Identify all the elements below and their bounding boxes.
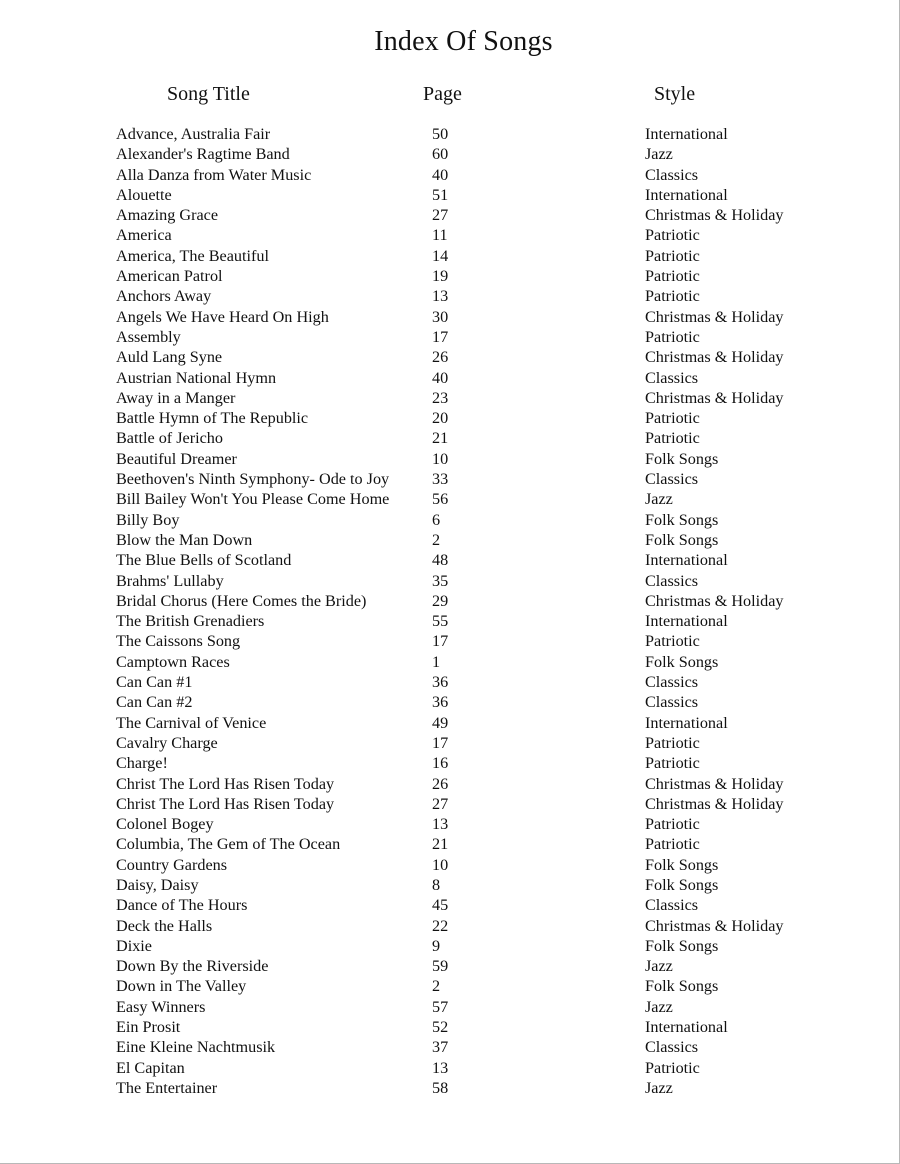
song-title: The Entertainer [116,1078,218,1097]
song-row [0,530,900,550]
song-title: Blow the Man Down [116,530,253,549]
song-style: Christmas & Holiday [645,794,784,813]
song-style: Classics [645,1038,699,1057]
song-page-number: 13 [432,1058,449,1077]
song-page-number: 29 [432,591,449,610]
song-style: International [645,713,728,732]
song-style: International [645,1018,728,1037]
song-style: Jazz [645,145,673,164]
song-page-number: 57 [432,997,449,1016]
song-row [0,225,900,245]
song-page-number: 10 [432,855,449,874]
song-row [0,956,900,976]
song-style: Patriotic [645,429,700,448]
song-title: Beethoven's Ninth Symphony- Ode to Joy [116,470,390,489]
column-header-song-title: Song Title [167,83,250,105]
song-page-number: 17 [432,733,449,752]
song-page-number: 19 [432,267,449,286]
song-row [0,144,900,164]
song-style: International [645,551,728,570]
song-style: Patriotic [645,287,700,306]
song-style: Patriotic [645,754,700,773]
song-row [0,408,900,428]
song-page-number: 11 [432,226,448,245]
song-style: Jazz [645,997,673,1016]
song-title: Auld Lang Syne [116,348,223,367]
page-title: Index Of Songs [374,26,553,57]
song-style: Christmas & Holiday [645,591,784,610]
song-row [0,489,900,509]
song-style: Jazz [645,957,673,976]
song-page-number: 60 [432,145,449,164]
song-row [0,814,900,834]
song-row [0,631,900,651]
song-style: Folk Songs [645,875,719,894]
song-page-number: 36 [432,673,449,692]
song-title: Christ The Lord Has Risen Today [116,794,335,813]
song-row [0,185,900,205]
song-style: Patriotic [645,835,700,854]
song-page-number: 58 [432,1078,449,1097]
song-style: Folk Songs [645,977,719,996]
song-page-number: 1 [432,652,441,671]
column-header-style: Style [654,83,696,105]
song-row [0,895,900,915]
song-title: Down By the Riverside [116,957,269,976]
song-title: Away in a Manger [116,388,236,407]
song-style: Jazz [645,1078,673,1097]
song-list [0,124,900,1098]
song-style: Classics [645,571,699,590]
song-row [0,936,900,956]
song-page-number: 26 [432,348,449,367]
song-title: Deck the Halls [116,916,213,935]
song-title: Columbia, The Gem of The Ocean [116,835,341,854]
song-title: Bill Bailey Won't You Please Come Home [116,490,390,509]
song-title: Eine Kleine Nachtmusik [116,1038,276,1057]
column-header-page: Page [423,83,462,105]
song-style: Patriotic [645,327,700,346]
song-title: Dixie [116,936,152,955]
song-row [0,875,900,895]
song-title: America [116,226,172,245]
song-title: Alexander's Ragtime Band [116,145,290,164]
song-page-number: 33 [432,470,449,489]
song-row [0,916,900,936]
song-page-number: 22 [432,916,449,935]
song-style: International [645,185,728,204]
song-row [0,327,900,347]
song-page-number: 17 [432,632,449,651]
song-title: Easy Winners [116,997,206,1016]
song-page-number: 40 [432,368,449,387]
song-page-number: 36 [432,693,449,712]
song-style: Patriotic [645,1058,700,1077]
song-row [0,976,900,996]
song-page-number: 9 [432,936,441,955]
song-row [0,165,900,185]
song-page-number: 13 [432,287,449,306]
song-title: Down in The Valley [116,977,247,996]
song-row [0,388,900,408]
song-row [0,652,900,672]
song-page-number: 40 [432,165,449,184]
song-page-number: 48 [432,551,449,570]
song-style: Folk Songs [645,936,719,955]
song-style: Classics [645,470,699,489]
song-page-number: 51 [432,185,449,204]
song-style: Patriotic [645,409,700,428]
song-style: Christmas & Holiday [645,307,784,326]
song-title: Colonel Bogey [116,815,214,834]
song-style: International [645,612,728,631]
song-row [0,368,900,388]
song-title: Christ The Lord Has Risen Today [116,774,335,793]
song-style: Patriotic [645,246,700,265]
song-row [0,571,900,591]
song-page-number: 52 [432,1018,449,1037]
song-page-number: 13 [432,815,449,834]
song-row [0,611,900,631]
song-style: Christmas & Holiday [645,388,784,407]
song-row [0,855,900,875]
song-page-number: 2 [432,977,441,996]
song-title: Cavalry Charge [116,733,218,752]
song-page-number: 45 [432,896,449,915]
song-page-number: 2 [432,530,441,549]
song-row [0,692,900,712]
song-style: Patriotic [645,815,700,834]
song-style: Folk Songs [645,449,719,468]
song-row [0,1017,900,1037]
song-row [0,794,900,814]
song-title: Billy Boy [116,510,180,529]
song-title: The Blue Bells of Scotland [116,551,292,570]
song-style: Folk Songs [645,652,719,671]
song-style: Classics [645,165,699,184]
song-page-number: 17 [432,327,449,346]
song-title: Can Can #1 [116,673,193,692]
song-page-number: 59 [432,957,449,976]
song-style: Patriotic [645,267,700,286]
song-row [0,246,900,266]
song-page-number: 49 [432,713,449,732]
song-style: Patriotic [645,632,700,651]
song-title: Assembly [116,327,181,346]
song-page-number: 55 [432,612,449,631]
song-page-number: 27 [432,794,449,813]
song-style: International [645,125,728,143]
song-style: Classics [645,693,699,712]
song-page-number: 26 [432,774,449,793]
song-page-number: 21 [432,835,449,854]
song-row [0,286,900,306]
song-title: Amazing Grace [116,206,219,225]
song-row [0,1037,900,1057]
song-title: Camptown Races [116,652,230,671]
song-page-number: 20 [432,409,449,428]
song-title: Brahms' Lullaby [116,571,224,590]
song-row [0,307,900,327]
song-title: Austrian National Hymn [116,368,277,387]
song-title: Battle of Jericho [116,429,223,448]
song-title: Alouette [116,185,172,204]
song-style: Patriotic [645,733,700,752]
song-title: American Patrol [116,267,223,286]
song-row [0,266,900,286]
song-title: Anchors Away [116,287,212,306]
song-row [0,510,900,530]
song-title: Bridal Chorus (Here Comes the Bride) [116,591,367,610]
song-title: The British Grenadiers [116,612,265,631]
song-row [0,449,900,469]
song-style: Classics [645,673,699,692]
song-style: Christmas & Holiday [645,206,784,225]
song-title: Advance, Australia Fair [116,125,271,143]
song-title: America, The Beautiful [116,246,269,265]
song-title: Can Can #2 [116,693,193,712]
song-row [0,124,900,144]
song-page-number: 35 [432,571,449,590]
song-title: The Caissons Song [116,632,241,651]
song-page-number: 14 [432,246,449,265]
song-style: Folk Songs [645,510,719,529]
song-page-number: 37 [432,1038,449,1057]
song-style: Folk Songs [645,855,719,874]
song-row [0,774,900,794]
song-title: Angels We Have Heard On High [116,307,329,326]
song-page-number: 23 [432,388,449,407]
song-row [0,205,900,225]
song-page-number: 56 [432,490,449,509]
song-row [0,733,900,753]
song-style: Jazz [645,490,673,509]
song-row [0,834,900,854]
song-style: Classics [645,896,699,915]
song-title: Country Gardens [116,855,228,874]
song-title: Dance of The Hours [116,896,248,915]
song-page-number: 27 [432,206,449,225]
song-title: Ein Prosit [116,1018,181,1037]
song-row [0,1058,900,1078]
song-style: Christmas & Holiday [645,916,784,935]
song-row [0,1078,900,1098]
song-title: Alla Danza from Water Music [116,165,312,184]
song-row [0,347,900,367]
song-style: Christmas & Holiday [645,348,784,367]
song-page-number: 6 [432,510,441,529]
song-page-number: 30 [432,307,449,326]
song-title: The Carnival of Venice [116,713,267,732]
song-title: Daisy, Daisy [116,875,199,894]
song-style: Christmas & Holiday [645,774,784,793]
song-row [0,591,900,611]
song-row [0,713,900,733]
song-page-number: 50 [432,125,449,143]
song-title: Charge! [116,754,168,773]
song-page-number: 21 [432,429,449,448]
song-page-number: 16 [432,754,449,773]
song-title: Beautiful Dreamer [116,449,237,468]
song-page-number: 10 [432,449,449,468]
song-style: Folk Songs [645,530,719,549]
song-page-number: 8 [432,875,441,894]
song-row [0,550,900,570]
song-row [0,469,900,489]
song-style: Patriotic [645,226,700,245]
song-row [0,672,900,692]
song-row [0,753,900,773]
song-row [0,428,900,448]
song-row [0,997,900,1017]
song-title: Battle Hymn of The Republic [116,409,309,428]
song-style: Classics [645,368,699,387]
song-title: El Capitan [116,1058,185,1077]
